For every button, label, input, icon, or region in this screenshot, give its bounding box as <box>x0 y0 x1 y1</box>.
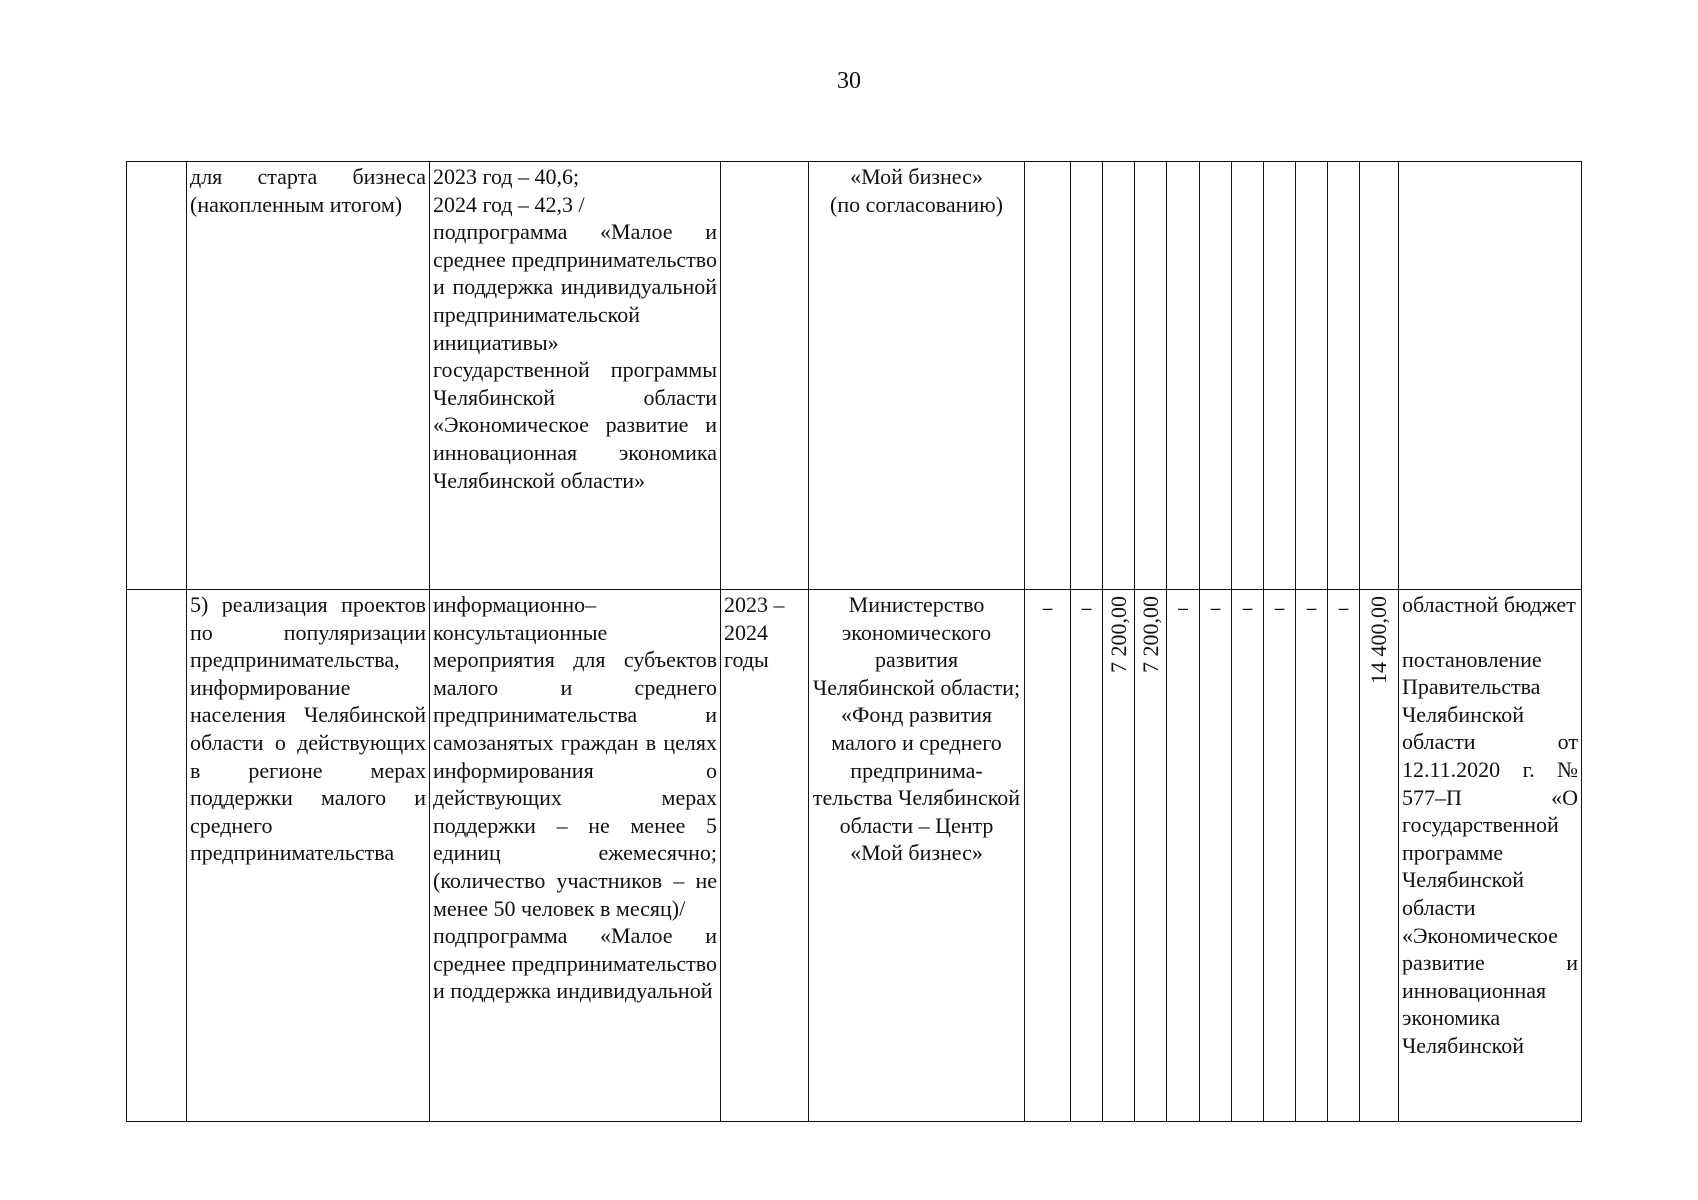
cell-amount <box>1071 162 1103 590</box>
cell-amount <box>1296 590 1328 1122</box>
table-row <box>127 162 1582 590</box>
amount-value: – <box>1081 598 1092 618</box>
measures-table <box>126 161 1582 1122</box>
cell-amount-total <box>1360 162 1399 590</box>
amount-value: – <box>1242 598 1253 618</box>
cell-amount <box>1232 162 1264 590</box>
result-line: информационно– <box>433 592 597 617</box>
cell-amount <box>1264 590 1296 1122</box>
cell-amount <box>1200 590 1232 1122</box>
cell-amount <box>1264 162 1296 590</box>
cell-number <box>127 590 187 1122</box>
cell-amount <box>1103 590 1135 1122</box>
amount-value: – <box>1177 598 1189 618</box>
cell-amount <box>1296 162 1328 590</box>
amount-value: 7 200,00 <box>1105 596 1131 673</box>
cell-amount <box>1025 162 1071 590</box>
cell-amount <box>1103 162 1135 590</box>
cell-result <box>430 590 721 1122</box>
cell-funding-source <box>1399 590 1582 1122</box>
subprogram-text: подпрограмма «Малое и среднее предпринимательство и поддержка индивидуальной <box>433 923 717 1004</box>
cell-amount <box>1135 162 1167 590</box>
amount-value: – <box>1042 598 1053 618</box>
cell-number <box>127 162 187 590</box>
cell-amount <box>1328 590 1360 1122</box>
legal-basis: постановление Правительства Челябинской области от 12.11.2020 г. № 577–П «О государственной программе Челябинской области «Экономическое развитие и инновационная экономика Челябинской <box>1402 646 1578 1058</box>
funding-source: областной бюджет <box>1402 592 1576 617</box>
cell-executor: Министерство экономического развития Челябинской области; «Фонд развития малого и среднего предпринима-тельства Челябинской области – Центр «Мой бизнес» <box>809 590 1025 1122</box>
amount-total-value: 14 400,00 <box>1366 596 1391 684</box>
period-end: 2024 годы <box>724 619 769 673</box>
cell-amount <box>1135 590 1167 1122</box>
cell-amount-total <box>1360 590 1399 1122</box>
cell-amount <box>1167 590 1200 1122</box>
cell-amount <box>1200 162 1232 590</box>
cell-indicator: для старта бизнеса (накопленным итогом) <box>187 162 430 590</box>
amount-value: – <box>1274 598 1285 618</box>
cell-funding-source <box>1399 162 1582 590</box>
cell-amount <box>1328 162 1360 590</box>
cell-measure: 5) реализация проектов по популяризации предпринимательства, информирование населения Челябинской области о действующих в регионе мерах поддержки малого и среднего предпринимательства <box>187 590 430 1122</box>
cell-executor: «Мой бизнес» (по согласованию) <box>809 162 1025 590</box>
period-start: 2023 – <box>724 592 785 617</box>
amount-value: – <box>1210 598 1221 618</box>
cell-amount <box>1167 162 1200 590</box>
cell-period <box>721 590 809 1122</box>
amount-value: – <box>1338 598 1349 618</box>
cell-amount <box>1071 590 1103 1122</box>
cell-amount <box>1025 590 1071 1122</box>
cell-amount <box>1232 590 1264 1122</box>
cell-result: 2023 год – 40,6; 2024 год – 42,3 / подпрограмма «Малое и среднее предпринимательство и поддержка индивидуальной предпринимательской инициативы» государственной программы Челябинской области «Экономическое развитие и инновационная экономика Челябинской области» <box>430 162 721 590</box>
page-number: 30 <box>837 68 861 94</box>
amount-value: 7 200,00 <box>1137 596 1163 673</box>
amount-value: – <box>1306 598 1317 618</box>
cell-period <box>721 162 809 590</box>
result-text: консультационные мероприятия для субъектов малого и среднего предпринимательства и самозанятых граждан в целях информирования о действующих мерах поддержки – не менее 5 единиц ежемесячно; (количество участников – не менее 50 человек в месяц)/ <box>433 619 717 921</box>
table-row <box>127 590 1582 1122</box>
